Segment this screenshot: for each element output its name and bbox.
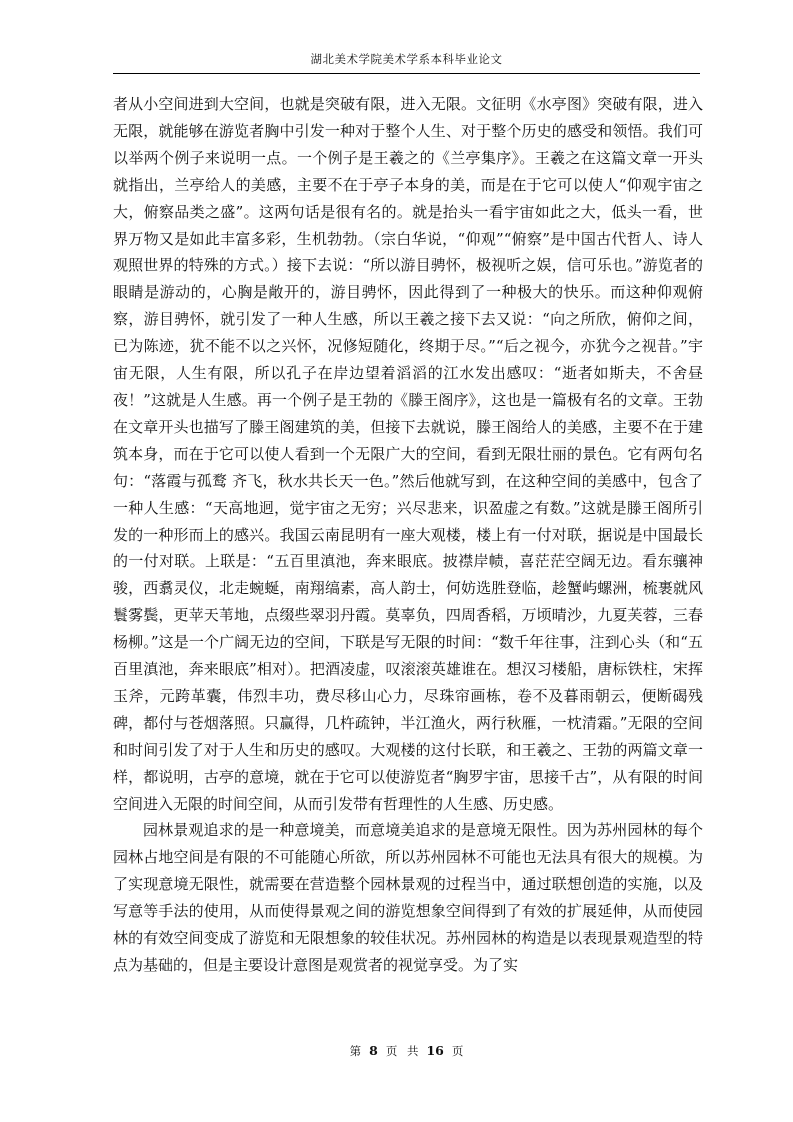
- footer-label-di: 第: [349, 1044, 362, 1058]
- running-header: [113, 52, 700, 74]
- header-divider: [113, 73, 700, 74]
- paragraph-2: 园林景观追求的是一种意境美，而意境美追求的是意境无限性。因为苏州园林的每个园林占地空间是有限的不可能随心所欲，所以苏州园林不可能也无法具有很大的规模。为了实现意境无限性，就需要在营造整个园林景观的过程当中，通过联想创造的实施，以及写意等手法的使用，从而使得景观之间的游览想象空间得到了有效的扩展延伸，从而使园林的有效空间变成了游览和无限想象的较佳状况。苏州园林的构造是以表现景观造型的特点为基础的，但是主要设计意图是观赏者的视觉享受。为了实: [113, 821, 703, 974]
- page-current-number: 8: [369, 1043, 378, 1058]
- header-title: 湖北美术学院美术学系本科毕业论文: [310, 52, 503, 66]
- footer-label-gong: 共: [406, 1044, 419, 1058]
- body-text: [113, 91, 703, 979]
- paragraph-1: 者从小空间进到大空间，也就是突破有限，进入无限。文征明《水亭图》突破有限，进入无限，就能够在游览者胸中引发一种对于整个人生、对于整个历史的感受和领悟。我们可以举两个例子来说明一点。一个例子是王羲之的《兰亭集序》。王羲之在这篇文章一开头就指出，兰亭给人的美感，主要不在于亭子本身的美，而是在于它可以使人“仰观宇宙之大，俯察品类之盛”。这两句话是很有名的。就是抬头一看宇宙如此之大，低头一看，世界万物又是如此丰富多彩，生机勃勃。（宗白华说，“仰观”“俯察”是中国古代哲人、诗人观照世界的特殊的方式。）接下去说：“所以游目骋怀，极视听之娱，信可乐也。”游览者的眼睛是游动的，心胸是敞开的，游目骋怀，因此得到了一种极大的快乐。而这种仰观俯察，游目骋怀，就引发了一种人生感，所以王羲之接下去又说：“向之所欣，俯仰之间，已为陈迹，犹不能不以之兴怀，况修短随化，终期于尽。”“后之视今，亦犹今之视昔。”宇宙无限，人生有限，所以孔子在岸边望着滔滔的江水发出感叹：“逝者如斯夫，不舍昼夜！”这就是人生感。再一个例子是王勃的《滕王阁序》，这也是一篇极有名的文章。王勃在文章开头也描写了滕王阁建筑的美，但接下去就说，滕王阁给人的美感，主要不在于建筑本身，而在于它可以使人看到一个无限广大的空间，看到无限壮丽的景色。它有两句名句：“落霞与孤鹜 齐飞，秋水共长天一色。”然后他就写到，在这种空间的美感中，包含了一种人生感：“天高地迥，觉宇宙之无穷；兴尽悲来，识盈虚之有数。”这就是滕王阁所引发的一种形而上的感兴。我国云南昆明有一座大观楼，楼上有一付对联，据说是中国最长的一付对联。上联是：“五百里滇池，奔来眼底。披襟岸帻，喜茫茫空阔无边。看东骧神骏，西翥灵仪，北走蜿蜒，南翔缟素，高人韵士，何妨选胜登临，趁蟹屿螺洲，梳裹就风鬟雾鬓，更苹天苇地，点缀些翠羽丹霞。莫辜负，四周香稻，万顷晴沙，九夏芙蓉，三春杨柳。”这是一个广阔无边的空间，下联是写无限的时间：“数千年往事，注到心头（和“五百里滇池，奔来眼底”相对）。把酒凌虚，叹滚滚英雄谁在。想汉习楼船，唐标铁柱，宋挥玉斧，元跨革囊，伟烈丰功，费尽移山心力，尽珠帘画栋，卷不及暮雨朝云，便断碣残碑，都付与苍烟落照。只赢得，几杵疏钟，半江渔火，两行秋雁，一枕清霜。”无限的空间和时间引发了对于人生和历史的感叹。大观楼的这付长联，和王羲之、王勃的两篇文章一样，都说明，古亭的意境，就在于它可以使游览者“胸罗宇宙，思接千古”，从有限的时间空间进入无限的时间空间，从而引发带有哲理性的人生感、历史感。: [113, 95, 703, 813]
- footer-label-ye2: 页: [451, 1044, 464, 1058]
- page-total-number: 16: [426, 1043, 444, 1058]
- page-footer: [113, 1043, 700, 1059]
- footer-label-ye: 页: [385, 1044, 398, 1058]
